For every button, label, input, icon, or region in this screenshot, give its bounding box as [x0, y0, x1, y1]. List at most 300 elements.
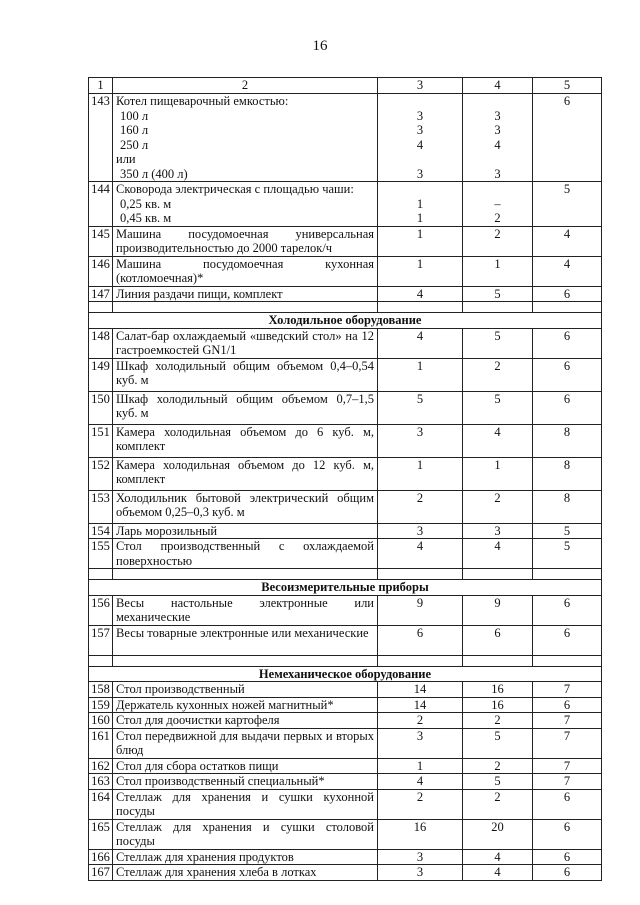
value-cell-3 — [378, 713, 463, 729]
sub-item-value: 3 — [416, 166, 424, 181]
value-cell-5 — [533, 697, 602, 713]
value-cell-5 — [533, 595, 602, 625]
table-row — [89, 682, 602, 698]
equipment-name-cell — [113, 865, 378, 881]
page-number: 16 — [312, 38, 328, 54]
value-cell-3 — [378, 424, 463, 457]
equipment-name: Котел пищеварочный емкостью: — [116, 94, 289, 108]
column-header: 3 — [378, 78, 463, 94]
value-cell-5 — [533, 625, 602, 655]
row-number: 149 — [89, 358, 113, 391]
value: 7 — [563, 682, 571, 696]
value-cell-4 — [463, 789, 533, 819]
equipment-name-cell — [113, 286, 378, 302]
value: 6 — [416, 625, 424, 640]
table-row — [89, 457, 602, 490]
value: 1 — [416, 256, 424, 271]
table-spacer-row — [89, 569, 602, 580]
spacer-cell — [533, 655, 602, 666]
equipment-name: Ларь морозильный — [116, 523, 218, 538]
row-number: 164 — [89, 789, 113, 819]
value-cell-4 — [463, 774, 533, 790]
table-row — [89, 94, 602, 182]
value-cell-3 — [378, 226, 463, 256]
value: 6 — [563, 625, 571, 640]
value-cell-4 — [463, 697, 533, 713]
equipment-name: Стол для доочистки картофеля — [116, 713, 280, 727]
equipment-name-cell — [113, 849, 378, 865]
value-cell-3 — [378, 286, 463, 302]
spacer-cell — [89, 569, 113, 580]
equipment-name: Камера холодильная объемом до 12 куб. м, комплект — [116, 457, 374, 486]
table-spacer-row — [89, 655, 602, 666]
sub-item-value: 3 — [494, 123, 501, 137]
equipment-name-cell — [113, 539, 378, 569]
equipment-name: Стол передвижной для выдачи первых и вторых блюд — [116, 728, 374, 757]
table-row — [89, 226, 602, 256]
table-row — [89, 595, 602, 625]
row-number: 150 — [89, 391, 113, 424]
table-row — [89, 182, 602, 227]
value-cell-5 — [533, 849, 602, 865]
value-cell-3 — [378, 490, 463, 523]
value-cell-4 — [463, 182, 533, 227]
value-cell-3 — [378, 789, 463, 819]
value: 4 — [416, 774, 424, 788]
value: 2 — [416, 789, 424, 804]
value: 20 — [491, 819, 504, 834]
value: 4 — [494, 539, 501, 553]
value-cell-4 — [463, 713, 533, 729]
spacer-cell — [378, 569, 463, 580]
value: 16 — [413, 819, 427, 834]
table-row — [89, 697, 602, 713]
value: 5 — [494, 391, 501, 406]
value: 1 — [494, 256, 501, 271]
table-header-row — [89, 78, 602, 94]
equipment-name-cell — [113, 457, 378, 490]
value: 3 — [416, 865, 424, 879]
value-cell-4 — [463, 849, 533, 865]
equipment-name-cell — [113, 625, 378, 655]
value-cell-4 — [463, 256, 533, 286]
section-heading-row — [89, 666, 602, 682]
value: 7 — [563, 713, 571, 727]
table-row — [89, 391, 602, 424]
value: 3 — [416, 523, 424, 538]
value-cell-5 — [533, 182, 602, 227]
spacer-cell — [113, 655, 378, 666]
value-cell-4 — [463, 595, 533, 625]
value-cell-4 — [463, 728, 533, 758]
equipment-name-cell — [113, 226, 378, 256]
table-row — [89, 728, 602, 758]
row-number: 162 — [89, 758, 113, 774]
value-cell-4 — [463, 94, 533, 182]
value: 16 — [491, 682, 504, 696]
value: 14 — [413, 697, 427, 712]
value: 2 — [494, 226, 501, 241]
equipment-name: Машина посудомоечная кухонная (котломоечная)* — [116, 256, 374, 285]
equipment-name: Стол производственный с охлаждаемой поверхностью — [116, 539, 374, 568]
value: 4 — [416, 286, 424, 301]
equipment-name-cell — [113, 490, 378, 523]
sub-item-value — [381, 152, 459, 167]
value-cell-4 — [463, 539, 533, 569]
table-row — [89, 758, 602, 774]
value: 7 — [563, 774, 571, 788]
table-row — [89, 865, 602, 881]
value: 2 — [494, 358, 501, 373]
value: 7 — [563, 728, 571, 743]
table-row — [89, 625, 602, 655]
value-cell-5 — [533, 358, 602, 391]
value: 6 — [563, 697, 571, 712]
value-cell-3 — [378, 728, 463, 758]
table-row — [89, 358, 602, 391]
value: 2 — [416, 490, 424, 505]
equipment-name-cell — [113, 758, 378, 774]
value-cell-4 — [463, 226, 533, 256]
value — [381, 94, 459, 109]
row-number: 148 — [89, 328, 113, 358]
table-row — [89, 424, 602, 457]
row-number: 145 — [89, 226, 113, 256]
equipment-name: Линия раздачи пищи, комплект — [116, 286, 283, 301]
column-header: 5 — [533, 78, 602, 94]
sub-item-value: 2 — [494, 211, 501, 225]
table-row — [89, 539, 602, 569]
value-cell-5 — [533, 457, 602, 490]
equipment-name-cell — [113, 391, 378, 424]
sub-item-value: 3 — [416, 108, 424, 123]
value-cell-5 — [533, 713, 602, 729]
equipment-name: Сковорода электрическая с площадью чаши: — [116, 182, 354, 196]
spacer-cell — [378, 302, 463, 313]
value-cell-4 — [463, 457, 533, 490]
value: 4 — [494, 849, 501, 864]
value-cell-3 — [378, 328, 463, 358]
value: 8 — [563, 424, 571, 439]
value: 1 — [416, 758, 424, 773]
spacer-cell — [113, 302, 378, 313]
spacer-cell — [463, 569, 533, 580]
row-number: 160 — [89, 713, 113, 729]
value-cell-5 — [533, 490, 602, 523]
value: 6 — [563, 789, 571, 804]
sub-item-value: 4 — [416, 137, 424, 152]
value-cell-3 — [378, 758, 463, 774]
table-row — [89, 523, 602, 539]
value-cell-3 — [378, 523, 463, 539]
sub-item-label: 250 л — [120, 137, 149, 152]
table-row — [89, 849, 602, 865]
value-cell-3 — [378, 625, 463, 655]
value-cell-5 — [533, 819, 602, 849]
value-cell-5 — [533, 539, 602, 569]
row-number: 156 — [89, 595, 113, 625]
table-row — [89, 713, 602, 729]
equipment-name-cell — [113, 728, 378, 758]
value: 1 — [494, 457, 501, 472]
value: 5 — [494, 774, 501, 788]
equipment-name: Стол производственный специальный* — [116, 774, 325, 788]
value-cell-4 — [463, 819, 533, 849]
value: 5 — [494, 328, 501, 343]
spacer-cell — [533, 569, 602, 580]
row-number: 157 — [89, 625, 113, 655]
equipment-name: Держатель кухонных ножей магнитный* — [116, 697, 334, 712]
sub-item-label: 0,25 кв. м — [120, 196, 172, 211]
value-cell-4 — [463, 490, 533, 523]
row-number: 143 — [89, 94, 113, 182]
equipment-name: Камера холодильная объемом до 6 куб. м, комплект — [116, 424, 374, 453]
value: 2 — [494, 713, 501, 727]
equipment-name-cell — [113, 182, 378, 227]
sub-item-value: 3 — [416, 123, 424, 137]
sub-item-label: 0,45 кв. м — [120, 211, 172, 225]
equipment-name-cell — [113, 819, 378, 849]
value: 6 — [563, 391, 571, 406]
row-number: 154 — [89, 523, 113, 539]
value-cell-5 — [533, 256, 602, 286]
value-cell-3 — [378, 358, 463, 391]
equipment-name-cell — [113, 424, 378, 457]
sub-item-value: 3 — [494, 166, 501, 181]
value: 5 — [494, 286, 501, 301]
value-cell-5 — [533, 94, 602, 182]
value-cell-5 — [533, 774, 602, 790]
value-cell-5 — [533, 682, 602, 698]
value: 9 — [416, 595, 424, 610]
value: 4 — [563, 226, 571, 241]
value: 2 — [494, 789, 501, 804]
table-body — [89, 94, 602, 881]
table-row — [89, 789, 602, 819]
value: 4 — [494, 424, 501, 439]
value-cell-3 — [378, 682, 463, 698]
value-cell-3 — [378, 457, 463, 490]
equipment-name: Весы товарные электронные или механические — [116, 625, 369, 640]
section-heading-row — [89, 313, 602, 329]
value: 5 — [494, 728, 501, 743]
column-header: 1 — [89, 78, 113, 94]
value: 1 — [416, 457, 424, 472]
value: 1 — [416, 226, 424, 241]
value-cell-4 — [463, 286, 533, 302]
value: 2 — [494, 490, 501, 505]
sub-item-value: 1 — [416, 196, 424, 211]
row-number: 152 — [89, 457, 113, 490]
equipment-name: Стеллаж для хранения и сушки кухонной посуды — [116, 789, 374, 818]
value: 14 — [413, 682, 427, 696]
row-number: 163 — [89, 774, 113, 790]
spacer-cell — [89, 302, 113, 313]
equipment-name-cell — [113, 94, 378, 182]
section-title: Холодильное оборудование — [89, 313, 602, 329]
equipment-name: Стол для сбора остатков пищи — [116, 758, 279, 773]
sub-item-value: – — [494, 196, 501, 211]
equipment-name-cell — [113, 697, 378, 713]
sub-item-label: 350 л (400 л) — [120, 166, 188, 181]
value-cell-4 — [463, 523, 533, 539]
equipment-name: Стеллаж для хранения продуктов — [116, 849, 294, 864]
value: 6 — [494, 625, 501, 640]
value: 8 — [563, 457, 571, 472]
row-number: 147 — [89, 286, 113, 302]
value-cell-3 — [378, 819, 463, 849]
value: 6 — [563, 328, 571, 343]
column-header: 4 — [463, 78, 533, 94]
spacer-cell — [113, 569, 378, 580]
value-cell-3 — [378, 94, 463, 182]
value-cell-5 — [533, 789, 602, 819]
table-row — [89, 819, 602, 849]
equipment-name-cell — [113, 358, 378, 391]
spacer-cell — [533, 302, 602, 313]
value-cell-5 — [533, 286, 602, 302]
sub-item-value: 3 — [494, 108, 501, 123]
equipment-name-cell — [113, 595, 378, 625]
spacer-cell — [89, 655, 113, 666]
value-cell-3 — [378, 865, 463, 881]
value: 4 — [416, 328, 424, 343]
value — [466, 182, 529, 197]
value-cell-5 — [533, 523, 602, 539]
equipment-name: Холодильник бытовой электрический общим объемом 0,25–0,3 куб. м — [116, 490, 374, 519]
row-number: 153 — [89, 490, 113, 523]
row-number: 146 — [89, 256, 113, 286]
value: 7 — [563, 758, 571, 773]
equipment-name-cell — [113, 523, 378, 539]
value-cell-5 — [533, 865, 602, 881]
value-cell-3 — [378, 697, 463, 713]
value: 5 — [416, 391, 424, 406]
equipment-name: Весы настольные электронные или механические — [116, 595, 374, 624]
sub-item-label: 160 л — [120, 123, 149, 137]
value: 3 — [416, 424, 424, 439]
equipment-name: Стол производственный — [116, 682, 245, 696]
sub-item-label: 100 л — [120, 108, 149, 123]
value-cell-4 — [463, 865, 533, 881]
table-row — [89, 774, 602, 790]
equipment-name-cell — [113, 789, 378, 819]
value-cell-4 — [463, 625, 533, 655]
equipment-name: Салат-бар охлаждаемый «шведский стол» на 12 гастроемкостей GN1/1 — [116, 328, 374, 357]
spacer-cell — [463, 302, 533, 313]
value-cell-3 — [378, 256, 463, 286]
value: 2 — [494, 758, 501, 773]
row-number: 166 — [89, 849, 113, 865]
row-number: 161 — [89, 728, 113, 758]
table-row — [89, 256, 602, 286]
equipment-name-cell — [113, 328, 378, 358]
value — [466, 94, 529, 109]
sub-item-label: или — [116, 152, 136, 166]
value: 4 — [563, 256, 571, 271]
value-cell-4 — [463, 424, 533, 457]
section-title: Весоизмерительные приборы — [89, 580, 602, 596]
equipment-name: Шкаф холодильный общим объемом 0,4–0,54 куб. м — [116, 358, 374, 387]
value-cell-5 — [533, 424, 602, 457]
value: 3 — [416, 849, 424, 864]
value-cell-5 — [533, 328, 602, 358]
value: 6 — [563, 849, 571, 864]
equipment-name: Шкаф холодильный общим объемом 0,7–1,5 куб. м — [116, 391, 374, 420]
value-cell-4 — [463, 358, 533, 391]
value-cell-3 — [378, 391, 463, 424]
value: 16 — [491, 697, 504, 712]
row-number: 167 — [89, 865, 113, 881]
value-cell-4 — [463, 682, 533, 698]
value: 4 — [416, 539, 424, 553]
value: 5 — [563, 182, 571, 196]
value: 6 — [563, 358, 571, 373]
spacer-cell — [463, 655, 533, 666]
section-heading-row — [89, 580, 602, 596]
value: 3 — [494, 523, 501, 538]
equipment-name: Машина посудомоечная универсальная производительностью до 2000 тарелок/ч — [116, 226, 374, 255]
row-number: 144 — [89, 182, 113, 227]
value: 6 — [563, 865, 571, 879]
value-cell-4 — [463, 391, 533, 424]
value — [381, 182, 459, 197]
value: 5 — [563, 523, 571, 538]
value-cell-3 — [378, 774, 463, 790]
value: 4 — [494, 865, 501, 879]
row-number: 158 — [89, 682, 113, 698]
value: 2 — [416, 713, 424, 727]
value-cell-5 — [533, 758, 602, 774]
value: 6 — [563, 595, 571, 610]
value: 3 — [416, 728, 424, 743]
column-header: 2 — [113, 78, 378, 94]
equipment-name-cell — [113, 682, 378, 698]
value: 6 — [563, 94, 571, 108]
value-cell-3 — [378, 182, 463, 227]
value: 6 — [563, 819, 571, 834]
section-title: Немеханическое оборудование — [89, 666, 602, 682]
table-row — [89, 328, 602, 358]
value-cell-5 — [533, 391, 602, 424]
table-row — [89, 490, 602, 523]
sub-item-value: 4 — [494, 137, 501, 152]
value: 1 — [416, 358, 424, 373]
value: 5 — [563, 539, 571, 553]
row-number: 159 — [89, 697, 113, 713]
value-cell-3 — [378, 849, 463, 865]
table-spacer-row — [89, 302, 602, 313]
equipment-name-cell — [113, 256, 378, 286]
value-cell-4 — [463, 328, 533, 358]
value-cell-5 — [533, 226, 602, 256]
row-number: 151 — [89, 424, 113, 457]
equipment-name: Стеллаж для хранения хлеба в лотках — [116, 865, 317, 879]
equipment-name-cell — [113, 774, 378, 790]
equipment-name-cell — [113, 713, 378, 729]
equipment-table — [88, 77, 602, 881]
sub-item-value — [466, 152, 529, 167]
sub-item-value: 1 — [416, 211, 424, 225]
equipment-name: Стеллаж для хранения и сушки столовой посуды — [116, 819, 374, 848]
row-number: 155 — [89, 539, 113, 569]
table-row — [89, 286, 602, 302]
value-cell-3 — [378, 595, 463, 625]
value: 9 — [494, 595, 501, 610]
spacer-cell — [378, 655, 463, 666]
value-cell-5 — [533, 728, 602, 758]
value: 6 — [563, 286, 571, 301]
